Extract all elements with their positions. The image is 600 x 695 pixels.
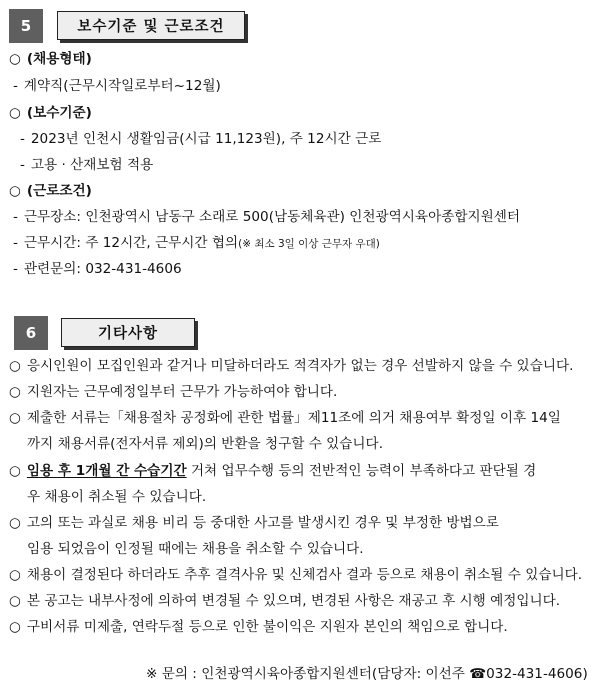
circle-bullet-icon: ○ <box>9 619 21 635</box>
notice-item-5-line-2: 임용 되었음이 인정될 때에는 채용을 취소할 수 있습니다. <box>27 541 364 557</box>
notice-item-1: ○ 응시인원이 모집인원과 같거나 미달하더라도 적격자가 없는 경우 선발하지 않을 수 있습니다. <box>9 358 574 374</box>
circle-bullet-icon: ○ <box>9 593 21 609</box>
section-5-header <box>9 9 249 43</box>
employment-type-item: - 계약직(근무시작일로부터~12월) <box>13 78 221 94</box>
circle-bullet-icon: ○ <box>9 105 21 121</box>
section-5-number: 5 <box>9 9 43 43</box>
employment-type-heading: ○ (채용형태) <box>9 51 92 67</box>
circle-bullet-icon: ○ <box>9 410 21 426</box>
dash-bullet-icon: - <box>13 235 18 251</box>
notice-item-7: ○ 본 공고는 내부사정에 의하여 변경될 수 있으며, 변경된 사항은 재공고 후 시행 예정입니다. <box>9 593 561 609</box>
pay-standard-item-wage: - 2023년 인천시 생활임금(시급 11,123원), 주 12시간 근로 <box>20 131 382 147</box>
work-conditions-inquiry: - 관련문의: 032-431-4606 <box>13 261 182 277</box>
dash-bullet-icon: - <box>13 78 18 94</box>
pay-standard-heading: ○ (보수기준) <box>9 105 92 121</box>
section-5-title: 보수기준 및 근로조건 <box>57 11 245 40</box>
circle-bullet-icon: ○ <box>9 358 21 374</box>
dash-bullet-icon: - <box>20 131 25 147</box>
dash-bullet-icon: - <box>13 261 18 277</box>
notice-item-4-line-1: ○ 임용 후 1개월 간 수습기간 거쳐 업무수행 등의 전반적인 능력이 부족하다고 판단될 경 <box>9 463 537 479</box>
circle-bullet-icon: ○ <box>9 51 21 67</box>
circle-bullet-icon: ○ <box>9 515 21 531</box>
notice-item-2: ○ 지원자는 근무예정일부터 근무가 가능하여야 합니다. <box>9 384 338 400</box>
pay-standard-item-insurance: - 고용 · 산재보험 적용 <box>20 157 154 173</box>
dash-bullet-icon: - <box>13 209 18 225</box>
circle-bullet-icon: ○ <box>9 567 21 583</box>
notice-item-6: ○ 채용이 결정된다 하더라도 추후 결격사유 및 신체검사 결과 등으로 채용이 취소될 수 있습니다. <box>9 567 583 583</box>
hours-note: (※ 최소 3일 이상 근무자 우대) <box>238 238 380 250</box>
circle-bullet-icon: ○ <box>9 384 21 400</box>
dash-bullet-icon: - <box>20 157 25 173</box>
footer-contact: ※ 문의 : 인천광역시육아종합지원센터(담당자: 이선주 ☎032-431-4606) <box>146 666 588 682</box>
notice-item-8: ○ 구비서류 미제출, 연락두절 등으로 인한 불이익은 지원자 본인의 책임으로 합니다. <box>9 619 508 635</box>
circle-bullet-icon: ○ <box>9 463 21 479</box>
notice-item-5-line-1: ○ 고의 또는 과실로 채용 비리 등 중대한 사고를 발생시킨 경우 및 부정한 방법으로 <box>9 515 499 531</box>
notice-item-3-line-2: 까지 채용서류(전자서류 제외)의 반환을 청구할 수 있습니다. <box>27 436 384 452</box>
circle-bullet-icon: ○ <box>9 183 21 199</box>
work-conditions-hours: - 근무시간: 주 12시간, 근무시간 협의(※ 최소 3일 이상 근무자 우대) <box>13 235 380 251</box>
probation-period-text: 임용 후 1개월 간 수습기간 <box>26 463 187 479</box>
notice-item-4-line-2: 우 채용이 취소될 수 있습니다. <box>27 489 207 505</box>
work-conditions-workplace: - 근무장소: 인천광역시 남동구 소래로 500(남동체육관) 인천광역시육아종합지원센터 <box>13 209 520 225</box>
section-6-header <box>14 316 254 350</box>
notice-item-3-line-1: ○ 제출한 서류는「채용절차 공정화에 관한 법률」제11조에 의거 채용여부 확정일 이후 14일 <box>9 410 561 426</box>
section-6-number: 6 <box>14 316 48 350</box>
section-6-title: 기타사항 <box>61 318 195 347</box>
work-conditions-heading: ○ (근로조건) <box>9 183 92 199</box>
